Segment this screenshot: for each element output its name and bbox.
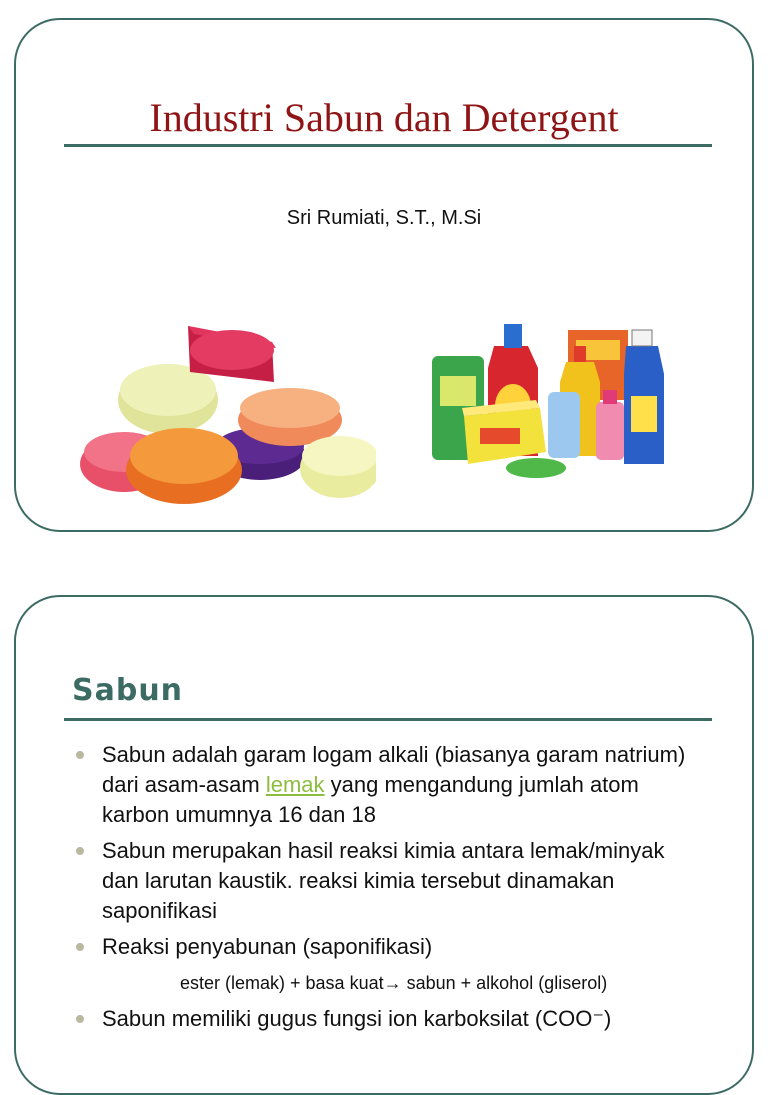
bullet-icon bbox=[76, 751, 84, 759]
author-subtitle: Sri Rumiati, S.T., M.Si bbox=[286, 207, 482, 229]
bullet-text: yang mengandung jumlah atom karbon umumnya 16 dan 18 bbox=[102, 772, 639, 827]
bullet-text: Reaksi penyabunan (saponifikasi) bbox=[102, 934, 433, 959]
slide-2 bbox=[14, 595, 754, 1095]
bullet-text: Sabun adalah garam logam alkali (biasanya garam natrium) dari asam-asam bbox=[102, 742, 686, 797]
detergent-products-image bbox=[428, 316, 678, 486]
list-item bbox=[72, 1004, 702, 1034]
saponification-equation: ester (lemak) + basa kuat→ sabun + alkohol (gliserol) bbox=[180, 973, 608, 993]
soap-bars-image bbox=[76, 308, 376, 504]
list-item bbox=[72, 932, 702, 994]
slide-title: Sabun bbox=[72, 673, 184, 708]
bullet-icon bbox=[76, 847, 84, 855]
slide-title: Industri Sabun dan Detergent bbox=[149, 95, 619, 140]
bullet-text: Sabun memiliki gugus fungsi ion karboksilat (COO⁻) bbox=[102, 1006, 612, 1031]
list-item bbox=[72, 836, 702, 926]
bullet-icon bbox=[76, 1015, 84, 1023]
title-divider bbox=[64, 144, 712, 147]
slide-1 bbox=[14, 18, 754, 532]
bullet-text: Sabun merupakan hasil reaksi kimia antara lemak/minyak dan larutan kaustik. reaksi kimia tersebut dinamakan saponifikasi bbox=[102, 838, 665, 923]
bullet-icon bbox=[76, 943, 84, 951]
lemak-link[interactable]: lemak bbox=[265, 772, 325, 797]
bullet-list bbox=[72, 740, 702, 1040]
list-item bbox=[72, 740, 702, 830]
title-divider bbox=[64, 718, 712, 721]
